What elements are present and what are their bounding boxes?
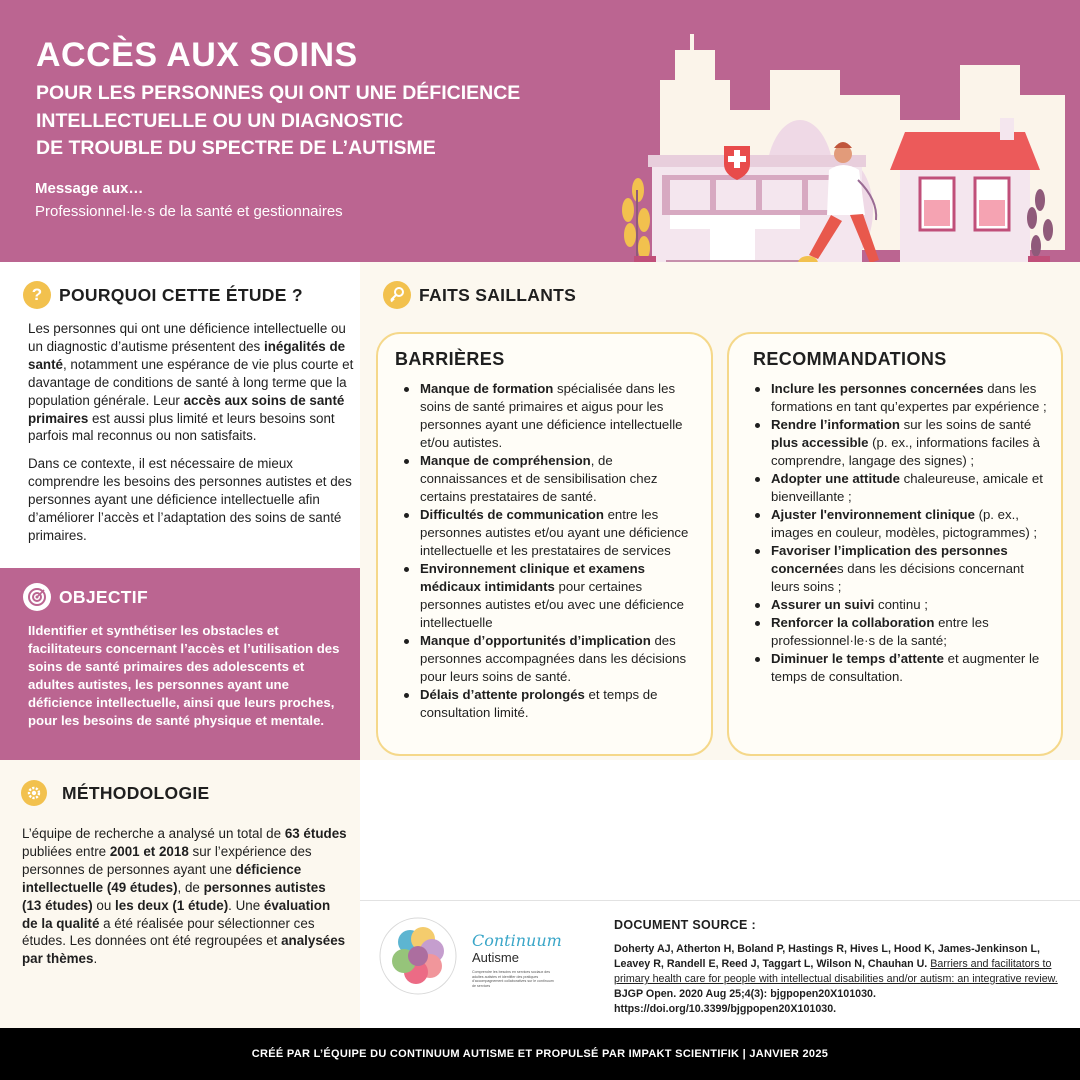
bold-text: Environnement clinique et examens médicaux intimidants (420, 561, 645, 594)
bold-text: 2001 et 2018 (109, 843, 189, 859)
barrier-item (402, 380, 701, 452)
bold-text: Difficultés de communication (420, 507, 604, 522)
bold-text: accès aux soins de santé primaires (28, 392, 345, 426)
page-subtitle (36, 80, 596, 163)
text-run: L’équipe de recherche a analysé un total de (22, 826, 285, 841)
bold-text: Ajuster l'environnement clinique (771, 507, 975, 522)
bold-text: Inclure les personnes concernées (771, 381, 984, 396)
clinic-illustration (600, 20, 1080, 270)
why-paragraph-1 (28, 320, 354, 445)
bold-text: plus accessible (771, 435, 869, 450)
bold-text: les deux (1 étude) (115, 897, 229, 913)
bold-text: Délais d’attente prolongés (420, 687, 585, 702)
highlights-title: FAITS SAILLANTS (419, 284, 577, 305)
bold-text: analysées par thèmes (22, 933, 346, 967)
bold-text: Renforcer la collaboration (771, 615, 935, 630)
bold-text: déficience intellectuelle (49 études) (22, 861, 302, 895)
bold-text: Rendre l’information (771, 417, 900, 432)
barrier-item (402, 452, 701, 506)
text-run: . (93, 951, 98, 967)
text-run: continu ; (874, 597, 928, 612)
why-title: POURQUOI CETTE ÉTUDE ? (59, 284, 303, 305)
text-run: entre les professionnel·le·s de la santé; (771, 615, 989, 648)
recommendation-item (753, 506, 1051, 542)
subtitle-line: POUR LES PERSONNES QUI ONT UNE DÉFICIENCE (36, 82, 521, 104)
bold-text: Manque de compréhension (420, 453, 591, 468)
bold-text: personnes autistes (13 études) (22, 879, 326, 913)
divider (360, 900, 1080, 901)
why-text (28, 320, 354, 555)
recommendation-item (753, 542, 1051, 596)
text-run: , de connaissances et de sensibilisation chez certains prestataires de santé. (420, 453, 658, 504)
header-banner (0, 0, 1080, 262)
recommendations-list (753, 380, 1051, 686)
text-run: , notamment une espérance de vie plus courte et davantage de conditions de santé à long terme que la population générale. Leur (28, 356, 354, 408)
bold-text: Diminuer le temps d’attente (771, 651, 944, 666)
bold-text: Manque de formation (420, 381, 554, 396)
text-run: . Une (228, 897, 264, 913)
question-icon: ? (23, 281, 51, 309)
logo-name: Continuum (472, 931, 562, 950)
footer: CRÉÉ PAR L’ÉQUIPE DU CONTINUUM AUTISME ET PROPULSÉ PAR IMPAKT SCIENTIFIK | JANVIER 2025 (0, 1028, 1080, 1080)
bold-text: Adopter une attitude (771, 471, 900, 486)
barriers-title: BARRIÈRES (395, 349, 505, 369)
recommendation-item (753, 650, 1051, 686)
text-run: Les personnes qui ont une déficience intellectuelle ou un diagnostic d’autisme présentent des (28, 321, 346, 354)
highlights-section-header (383, 281, 576, 309)
source-citation (614, 942, 1064, 1017)
text-run: spécialisée dans les soins de santé primaires et aigus pour les personnes ayant une déficience intellectuelle et/ou autistes. (420, 381, 683, 450)
bold-text: Assurer un suivi (771, 597, 875, 612)
recommendations-card (727, 332, 1063, 756)
recommendation-item (753, 614, 1051, 650)
text-run: (p. ex., informations faciles à comprendre, langage des signes) ; (771, 435, 1041, 468)
barrier-item (402, 506, 701, 560)
text-run: des personnes accompagnées dans les décisions pour leurs soins de santé. (420, 633, 687, 684)
why-paragraph-2 (28, 455, 354, 545)
text-run: chaleureuse, amicale et bienveillante ; (771, 471, 1043, 504)
recommendation-item (753, 380, 1051, 416)
key-icon (383, 281, 411, 309)
objective-text: IIdentifier et synthétiser les obstacles et facilitateurs concernant l’accès et l’utilisation des soins de santé primaires des adolescents et adultes autistes, les personnes ayant une déficience intellectuelle, ainsi que leurs proches, pour les besoins de santé physique et mentale. (28, 623, 340, 728)
subtitle-line: DE TROUBLE DU SPECTRE DE L’AUTISME (36, 137, 436, 159)
subtitle-line: INTELLECTUELLE OU UN DIAGNOSTIC (36, 109, 404, 132)
text-run: , de (177, 879, 204, 895)
barrier-item (402, 560, 701, 632)
source-block (614, 918, 1064, 1017)
objective-title: OBJECTIF (59, 586, 148, 607)
method-paragraph (22, 825, 348, 968)
barriers-card (376, 332, 713, 756)
bold-text: Favoriser l’implication des personnes concernée (771, 543, 1008, 576)
logo-subtitle: Autisme (472, 950, 519, 965)
text-run: ou (92, 897, 116, 913)
method-section-header (21, 780, 210, 806)
text-run: est aussi plus limité et leurs besoins sont parfois mal reconnus ou non satisfaits. (28, 410, 335, 444)
logo-tagline: Comprendre les besoins en services sociaux des adultes autistes et identifier des pratiques d’accompagnement collaboratives sur le continuum de services (472, 970, 554, 988)
source-authors: Doherty AJ, Atherton H, Boland P, Hastings R, Hives L, Hood K, James-Jenkinson L, Leavey R, Randell E, Reed J, Taggart L, Wilson N, Chauhan U. (614, 943, 1040, 970)
message-label: Message aux… (35, 180, 144, 197)
bold-text: Manque d’opportunités d’implication (420, 633, 651, 648)
barrier-item (402, 686, 701, 722)
text-run: sur les soins de santé (899, 417, 1032, 432)
recommendation-item (753, 470, 1051, 506)
text-run: dans les formations en tant qu’expertes par expérience ; (771, 381, 1047, 414)
text-run: et temps de consultation limité. (420, 687, 658, 720)
bold-text: inégalités de santé (28, 338, 346, 372)
source-link[interactable]: Barriers and facilitators to primary health care for people with intellectual disabilities and/or autism: an integrative review. (614, 958, 1058, 985)
source-title: DOCUMENT SOURCE : (614, 918, 756, 932)
page-title: ACCÈS AUX SOINS (36, 36, 358, 74)
barriers-list (402, 380, 701, 722)
objective-section-header (23, 583, 148, 611)
text-run: a été réalisée pour sélectionner ces études. Les données ont été regroupées et (22, 915, 315, 949)
method-text (22, 825, 348, 978)
recommendation-item (753, 596, 1051, 614)
gear-icon (21, 780, 47, 806)
text-run: et augmenter le temps de consultation. (771, 651, 1040, 684)
target-icon (23, 583, 51, 611)
text-run: publiées entre (22, 843, 110, 859)
text-run: pour certaines personnes autistes et/ou avec une déficience intellectuelle (420, 579, 684, 630)
bold-text: 63 études (284, 826, 347, 841)
recommendation-item (753, 416, 1051, 470)
text-run: sur l’expérience des personnes de personnes ayant une (22, 843, 312, 877)
text-run: entre les personnes autistes et/ou ayant une déficience intellectuelle et les prestataires de services (420, 507, 689, 558)
barrier-item (402, 632, 701, 686)
text-run: s dans les décisions concernant leurs soins ; (771, 561, 1024, 594)
bold-text: évaluation de la qualité (22, 897, 331, 931)
why-section-header (23, 281, 303, 309)
text-run: Dans ce contexte, il est nécessaire de mieux comprendre les besoins des personnes autistes et des personnes ayant une déficience intellectuelle afin d’améliorer l’accès et l’adaptation des soins de santé primaires. (28, 456, 352, 543)
method-title: MÉTHODOLOGIE (62, 782, 210, 803)
recommendations-title: RECOMMANDATIONS (753, 349, 947, 369)
text-run: (p. ex., images en couleur, modèles, pictogrammes) ; (771, 507, 1038, 540)
audience-label: Professionnel·le·s de la santé et gestionnaires (35, 203, 343, 220)
source-journal: BJGP Open. 2020 Aug 25;4(3): bjgpopen20X101030. https://doi.org/10.3399/bjgpopen20X101030. (614, 988, 876, 1015)
